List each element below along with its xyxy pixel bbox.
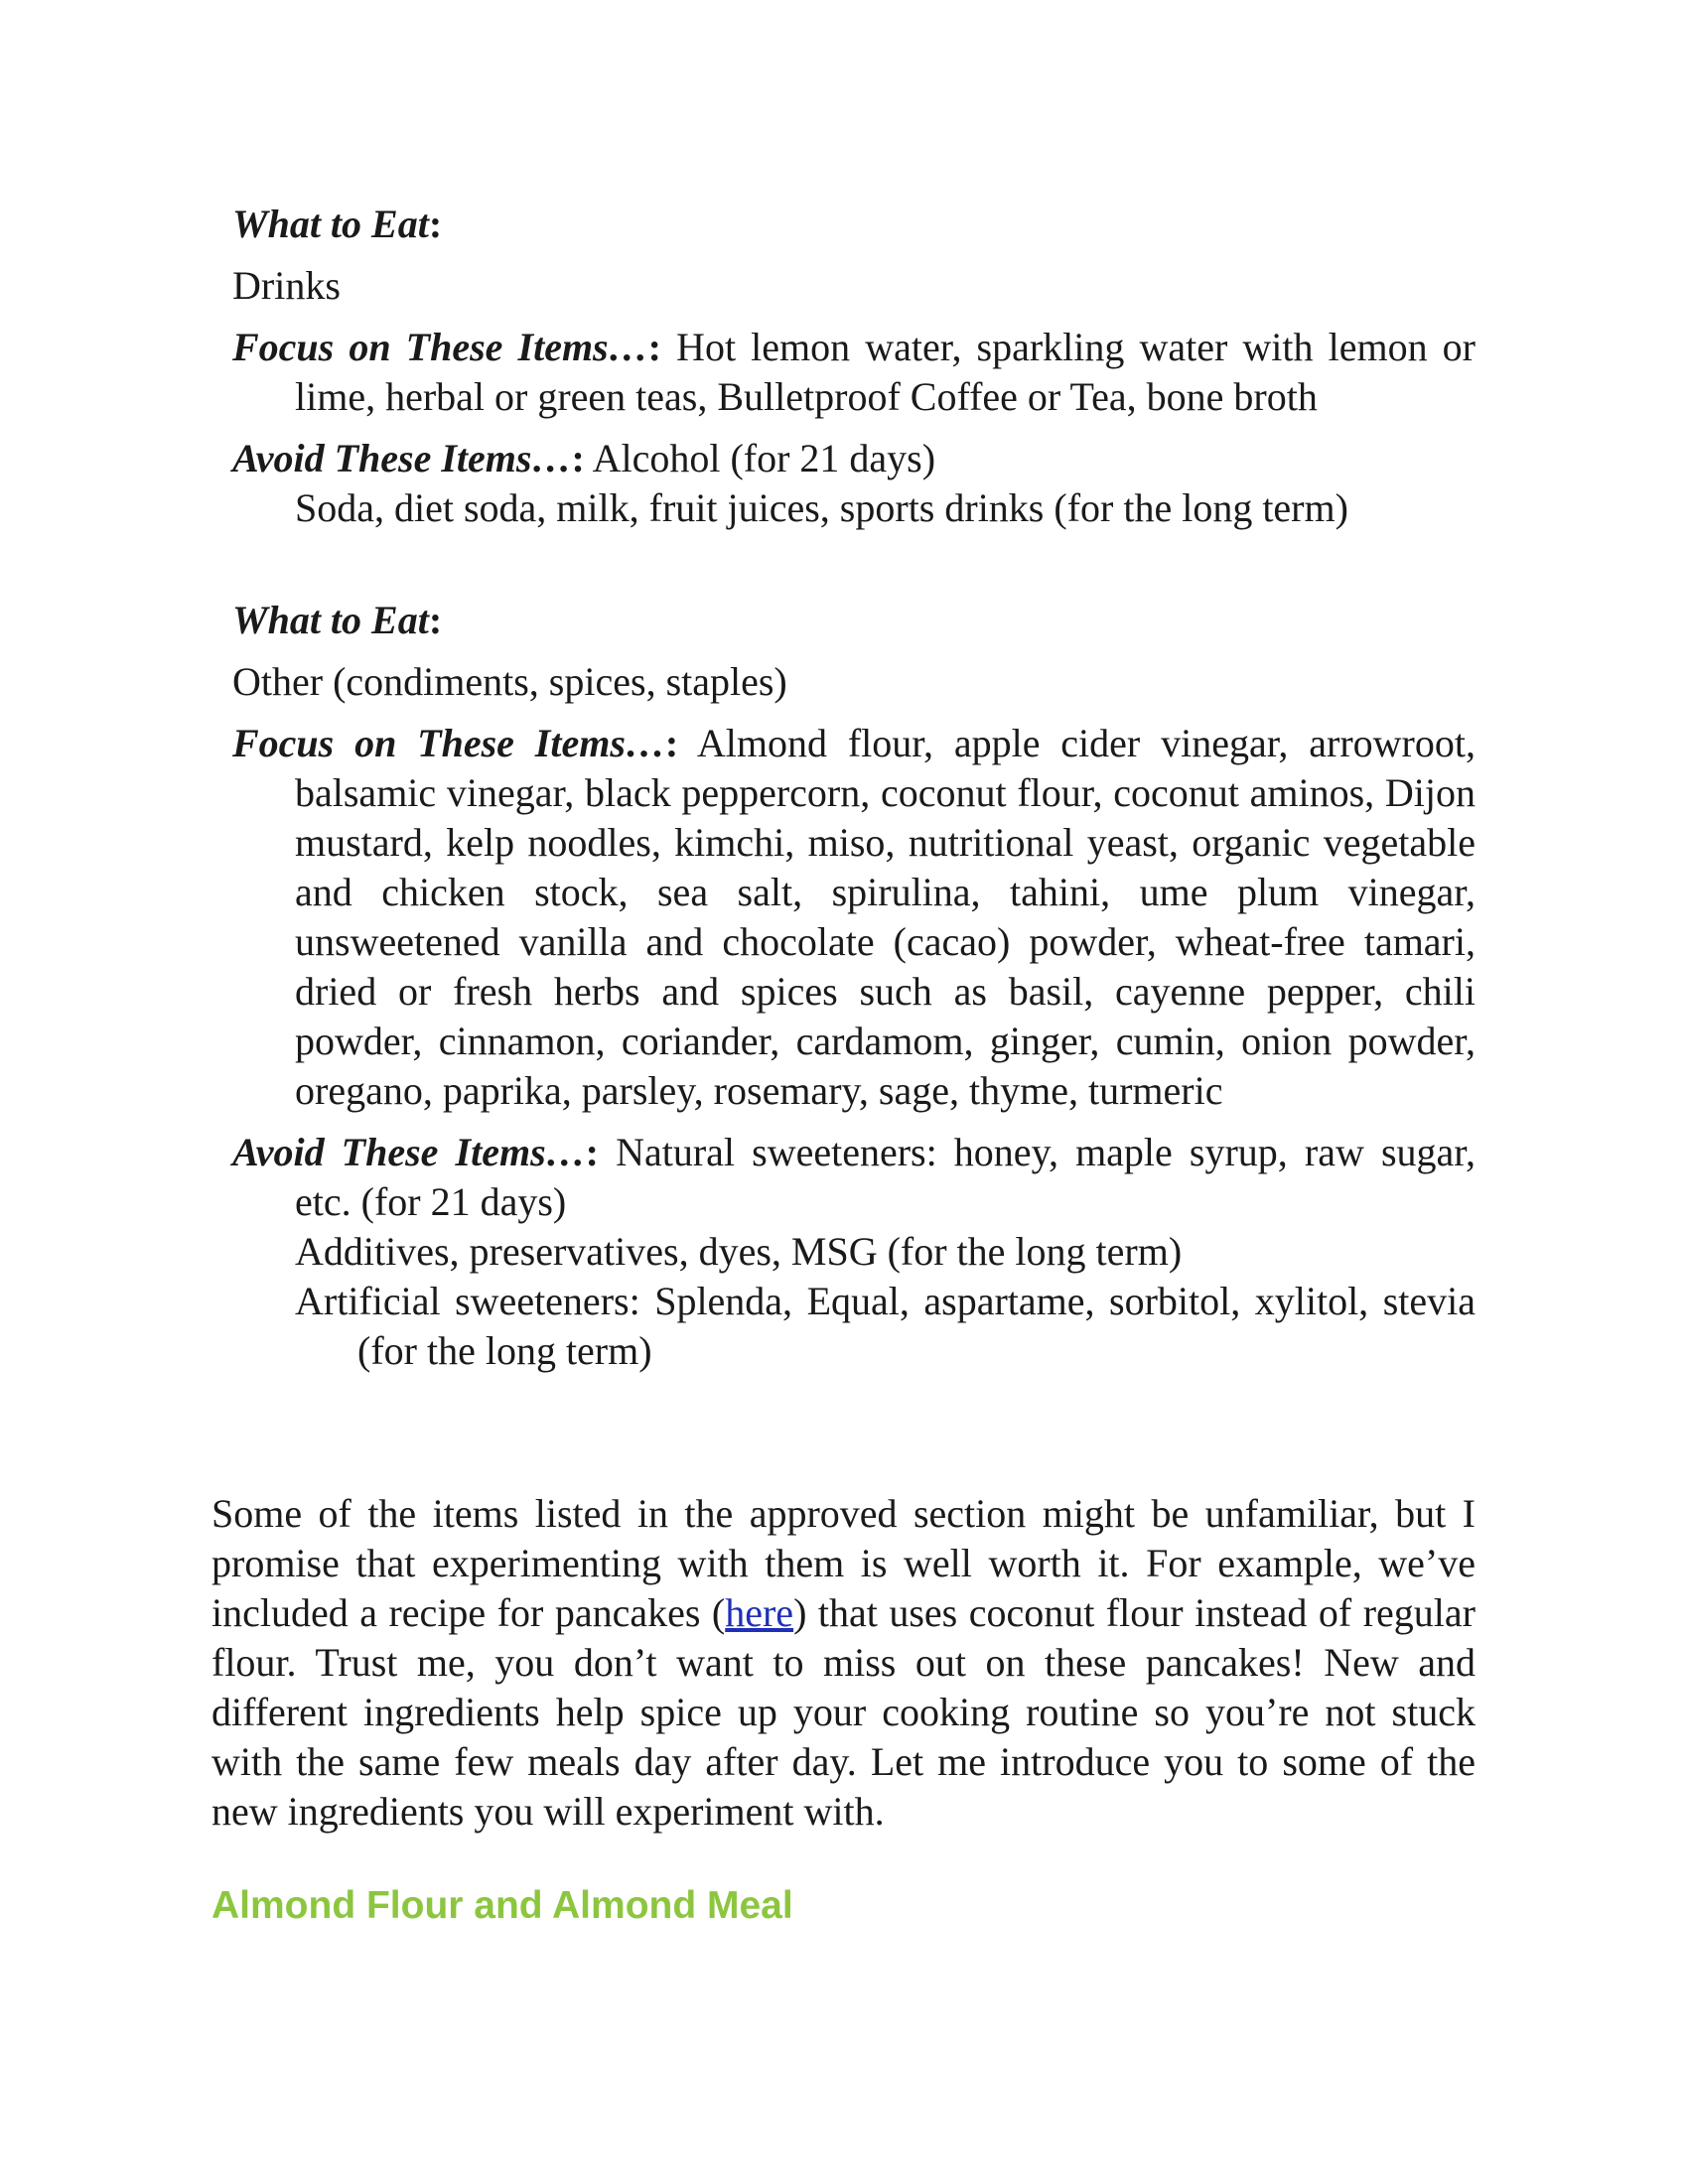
category-label: Drinks — [232, 263, 341, 308]
focus-entry — [232, 719, 1476, 1116]
section-heading — [232, 596, 1476, 645]
almond-flour-heading: Almond Flour and Almond Meal — [211, 1884, 793, 1927]
avoid-text: Natural sweeteners: honey, maple syrup, raw sugar, etc. (for 21 days) — [295, 1130, 1476, 1224]
avoid-continuation-artificial: Artificial sweeteners: Splenda, Equal, aspartame, sorbitol, xylitol, stevia (for the long term) — [295, 1279, 1476, 1373]
focus-text: Almond flour, apple cider vinegar, arrowroot, balsamic vinegar, black peppercorn, coconut flour, coconut aminos, Dijon mustard, kelp noodles, kimchi, miso, nutritional yeast, organic vegetable and chicken stock, sea salt, spirulina, tahini, ume plum vinegar, unsweetened vanilla and chocolate (cacao) powder, wheat-free tamari, dried or fresh herbs and spices such as basil, cayenne pepper, chili powder, cinnamon, coriander, cardamom, ginger, cumin, onion powder, oregano, paprika, parsley, rosemary, sage, thyme, turmeric — [295, 721, 1476, 1113]
focus-text: Hot lemon water, sparkling water with lemon or lime, herbal or green teas, Bulletproof Coffee or Tea, bone broth — [295, 325, 1477, 419]
category-label: Other (condiments, spices, staples) — [232, 659, 787, 704]
focus-entry — [232, 323, 1476, 422]
section-heading — [232, 200, 1476, 249]
avoid-label: Avoid These Items… — [232, 436, 572, 480]
pancake-recipe-link[interactable]: here — [725, 1590, 794, 1635]
heading-colon: : — [428, 202, 443, 246]
heading-colon: : — [428, 598, 443, 642]
heading-text: What to Eat — [232, 202, 429, 246]
focus-label: Focus on These Items… — [232, 325, 648, 369]
focus-colon: : — [647, 325, 661, 369]
avoid-text: Alcohol (for 21 days) — [584, 436, 936, 480]
heading-text: What to Eat — [232, 598, 429, 642]
avoid-colon: : — [571, 436, 585, 480]
avoid-entry — [232, 434, 1476, 483]
avoid-continuation: Soda, diet soda, milk, fruit juices, sports drinks (for the long term) — [295, 485, 1348, 530]
avoid-entry — [232, 1128, 1476, 1227]
paragraph-text-after-link: ) that uses coconut flour instead of regular flour. Trust me, you don’t want to miss out on these pancakes! New and different ingredients help spice up your cooking routine so you’re not stuck with the same few meals day after day. Let me introduce you to some of the new ingredients you will experiment with. — [211, 1590, 1476, 1834]
body-paragraph — [211, 1489, 1476, 1837]
section-other — [232, 596, 1476, 1376]
avoid-continuation-additives: Additives, preservatives, dyes, MSG (for the long term) — [295, 1229, 1183, 1274]
avoid-label: Avoid These Items… — [232, 1130, 586, 1174]
focus-colon: : — [664, 721, 679, 765]
paragraph-text-before-link: Some of the items listed in the approved section might be unfamiliar, but I promise that experimenting with them is well worth it. For example, we’ve included a recipe for pancakes ( — [211, 1491, 1476, 1635]
focus-label: Focus on These Items… — [232, 721, 665, 765]
section-drinks — [232, 200, 1476, 533]
avoid-colon: : — [585, 1130, 599, 1174]
